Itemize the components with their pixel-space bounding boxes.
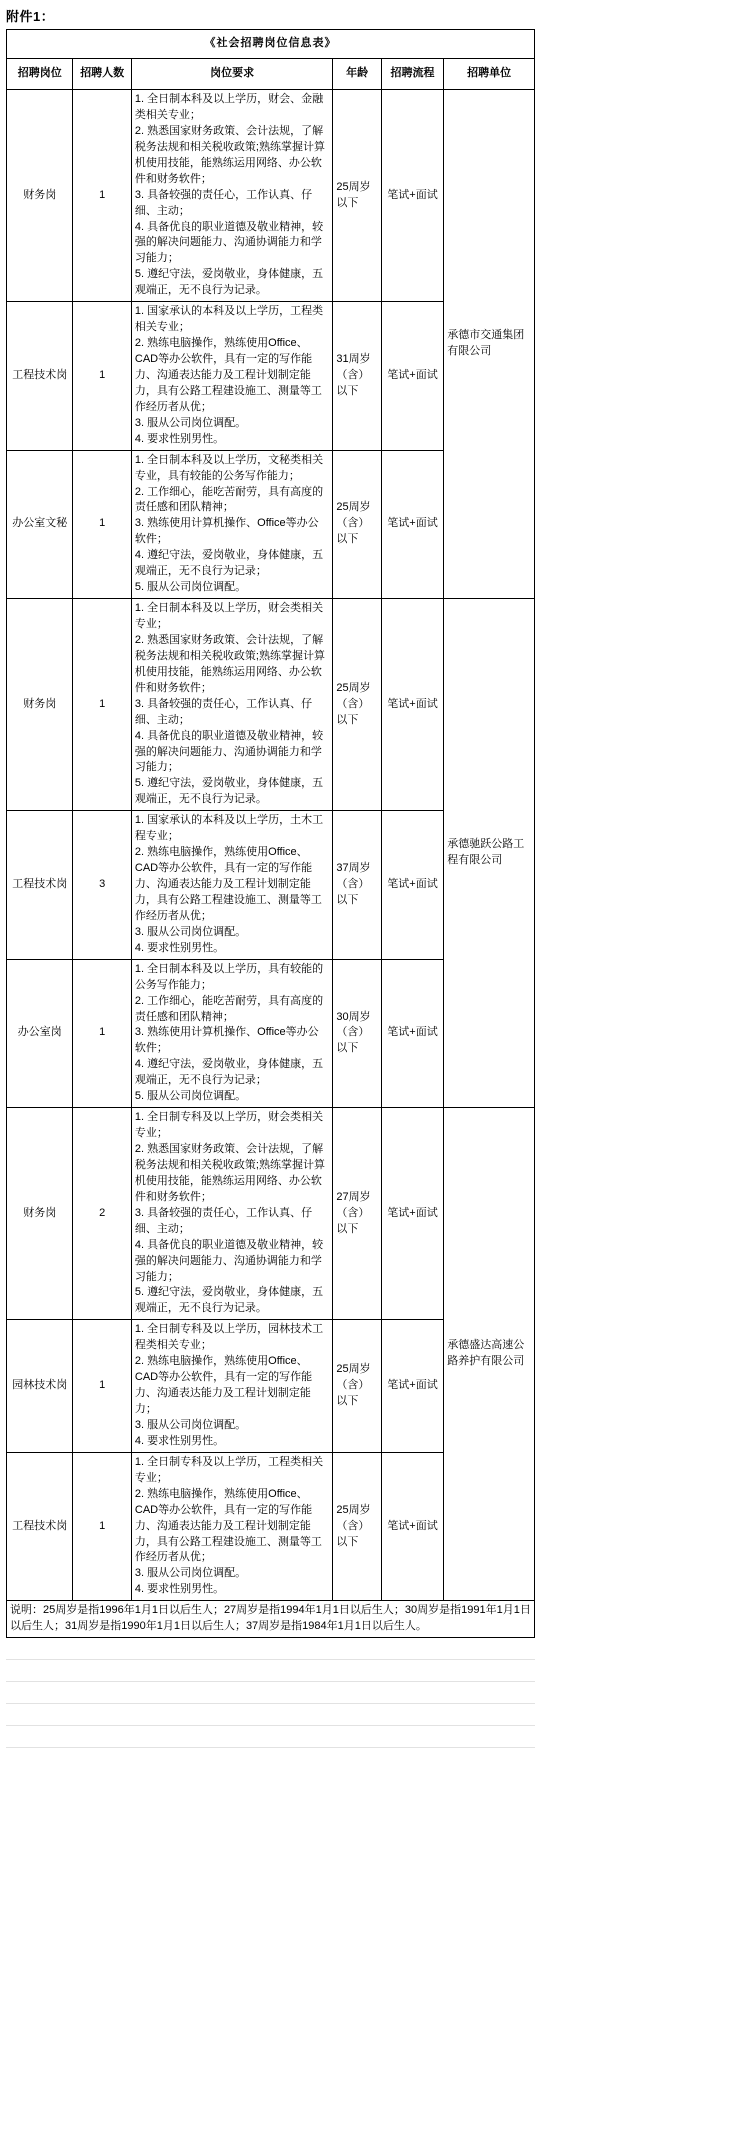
cell-count: 1 bbox=[73, 599, 131, 811]
requirement-line: 2. 熟悉国家财务政策、会计法规，了解税务法规和相关税收政策;熟练掌握计算机使用技能，能熟练运用网络、办公软件和财务软件； bbox=[134, 1143, 325, 1203]
cell-unit: 承德驰跃公路工程有限公司 bbox=[444, 599, 535, 1108]
column-header-count: 招聘人数 bbox=[73, 59, 131, 90]
cell-count: 1 bbox=[73, 1452, 131, 1600]
cell-post: 财务岗 bbox=[7, 90, 73, 302]
cell-unit: 承德市交通集团有限公司 bbox=[444, 90, 535, 599]
cell-requirements bbox=[131, 1320, 333, 1453]
requirement-line: 1. 全日制专科及以上学历，工程类相关专业； bbox=[134, 1455, 324, 1484]
table-title-row bbox=[7, 30, 535, 59]
cell-age: 25周岁（含）以下 bbox=[333, 450, 381, 598]
cell-post: 工程技术岗 bbox=[7, 811, 73, 959]
column-header-requirements: 岗位要求 bbox=[131, 59, 333, 90]
column-header-unit: 招聘单位 bbox=[444, 59, 535, 90]
requirement-line: 4. 要求性别男性。 bbox=[134, 1434, 225, 1447]
requirement-line: 1. 全日制本科及以上学历，财会类相关专业； bbox=[134, 602, 324, 630]
cell-age: 25周岁（含）以下 bbox=[333, 599, 381, 811]
cell-process: 笔试+面试 bbox=[381, 1108, 443, 1320]
requirement-line: 2. 熟练电脑操作，熟练使用Office、CAD等办公软件，具有一定的写作能力、沟通表达能力及工程计划制定能力，具有公路工程建设施工、测量等工作经历者从优； bbox=[134, 846, 322, 922]
cell-requirements bbox=[131, 959, 333, 1107]
requirement-line: 3. 服从公司岗位调配。 bbox=[134, 1567, 247, 1580]
cell-age: 25周岁以下 bbox=[333, 90, 381, 302]
requirement-line: 3. 服从公司岗位调配。 bbox=[134, 416, 247, 429]
requirement-line: 5. 遵纪守法，爱岗敬业，身体健康，五观端正，无不良行为记录。 bbox=[134, 777, 324, 806]
cell-post: 财务岗 bbox=[7, 1108, 73, 1320]
column-header-post: 招聘岗位 bbox=[7, 59, 73, 90]
recruitment-table bbox=[6, 29, 535, 1638]
requirement-line: 5. 遵纪守法，爱岗敬业，身体健康，五观端正，无不良行为记录。 bbox=[134, 268, 324, 297]
cell-process: 笔试+面试 bbox=[381, 599, 443, 811]
cell-process: 笔试+面试 bbox=[381, 959, 443, 1107]
empty-row bbox=[6, 1726, 535, 1748]
empty-row bbox=[6, 1682, 535, 1704]
cell-requirements bbox=[131, 811, 333, 959]
requirement-line: 4. 要求性别男性。 bbox=[134, 941, 225, 954]
cell-requirements bbox=[131, 90, 333, 302]
requirement-line: 5. 遵纪守法，爱岗敬业，身体健康，五观端正，无不良行为记录。 bbox=[134, 1286, 324, 1315]
cell-requirements bbox=[131, 1452, 333, 1600]
cell-count: 3 bbox=[73, 811, 131, 959]
requirement-line: 4. 具备优良的职业道德及敬业精神，较强的解决问题能力、沟通协调能力和学习能力； bbox=[134, 1238, 324, 1283]
requirement-line: 4. 要求性别男性。 bbox=[134, 432, 225, 445]
requirement-line: 3. 具备较强的责任心，工作认真、仔细、主动； bbox=[134, 188, 313, 217]
attachment-label: 附件1： bbox=[6, 9, 55, 24]
cell-count: 1 bbox=[73, 302, 131, 450]
empty-row bbox=[6, 1638, 535, 1660]
cell-count: 1 bbox=[73, 1320, 131, 1453]
cell-requirements bbox=[131, 302, 333, 450]
requirement-line: 3. 熟练使用计算机操作、Office等办公软件； bbox=[134, 517, 319, 546]
requirement-line: 1. 国家承认的本科及以上学历，工程类相关专业； bbox=[134, 305, 324, 334]
cell-age: 30周岁（含）以下 bbox=[333, 959, 381, 1107]
note-text: 说明：25周岁是指1996年1月1日以后生人；27周岁是指1994年1月1日以后生人；30周岁是指1991年1月1日以后生人；31周岁是指1990年1月1日以后生人；37周岁是指1984年1月1日以后生人。 bbox=[7, 1601, 535, 1638]
requirement-line: 3. 服从公司岗位调配。 bbox=[134, 1418, 247, 1431]
cell-requirements bbox=[131, 450, 333, 598]
cell-process: 笔试+面试 bbox=[381, 1452, 443, 1600]
cell-post: 工程技术岗 bbox=[7, 302, 73, 450]
requirement-line: 1. 全日制本科及以上学历，文秘类相关专业，具有较能的公务写作能力； bbox=[134, 453, 324, 482]
cell-count: 1 bbox=[73, 959, 131, 1107]
requirement-line: 2. 工作细心，能吃苦耐劳，具有高度的责任感和团队精神； bbox=[134, 485, 324, 514]
requirement-line: 4. 具备优良的职业道德及敬业精神，较强的解决问题能力、沟通协调能力和学习能力； bbox=[134, 220, 324, 265]
column-header-process: 招聘流程 bbox=[381, 59, 443, 90]
cell-post: 办公室文秘 bbox=[7, 450, 73, 598]
empty-row bbox=[6, 1660, 535, 1682]
requirement-line: 1. 全日制本科及以上学历，财会、金融类相关专业； bbox=[134, 93, 324, 121]
cell-process: 笔试+面试 bbox=[381, 90, 443, 302]
requirement-line: 1. 全日制本科及以上学历，具有较能的公务写作能力； bbox=[134, 962, 324, 991]
cell-age: 25周岁（含）以下 bbox=[333, 1452, 381, 1600]
requirement-line: 4. 要求性别男性。 bbox=[134, 1583, 225, 1596]
cell-requirements bbox=[131, 1108, 333, 1320]
cell-process: 笔试+面试 bbox=[381, 450, 443, 598]
cell-post: 办公室岗 bbox=[7, 959, 73, 1107]
sheet-empty-rows bbox=[6, 1638, 535, 1758]
cell-age: 37周岁（含）以下 bbox=[333, 811, 381, 959]
cell-process: 笔试+面试 bbox=[381, 811, 443, 959]
table-header-row bbox=[7, 59, 535, 90]
cell-post: 园林技术岗 bbox=[7, 1320, 73, 1453]
requirement-line: 3. 熟练使用计算机操作、Office等办公软件； bbox=[134, 1026, 319, 1055]
requirement-line: 2. 熟悉国家财务政策、会计法规，了解税务法规和相关税收政策;熟练掌握计算机使用技能，能熟练运用网络、办公软件和财务软件； bbox=[134, 124, 325, 185]
requirement-line: 1. 全日制专科及以上学历，财会类相关专业； bbox=[134, 1111, 324, 1140]
requirement-line: 2. 工作细心，能吃苦耐劳，具有高度的责任感和团队精神； bbox=[134, 994, 324, 1023]
cell-age: 25周岁（含）以下 bbox=[333, 1320, 381, 1453]
cell-count: 1 bbox=[73, 450, 131, 598]
requirement-line: 3. 具备较强的责任心，工作认真、仔细、主动； bbox=[134, 697, 313, 726]
cell-age: 31周岁（含）以下 bbox=[333, 302, 381, 450]
requirement-line: 5. 服从公司岗位调配。 bbox=[134, 581, 247, 594]
requirement-line: 2. 熟悉国家财务政策、会计法规，了解税务法规和相关税收政策;熟练掌握计算机使用技能，能熟练运用网络、办公软件和财务软件； bbox=[134, 633, 325, 694]
cell-process: 笔试+面试 bbox=[381, 1320, 443, 1453]
table-title: 《社会招聘岗位信息表》 bbox=[7, 30, 535, 59]
requirement-line: 3. 具备较强的责任心，工作认真、仔细、主动； bbox=[134, 1206, 313, 1235]
requirement-line: 4. 遵纪守法，爱岗敬业，身体健康，五观端正，无不良行为记录； bbox=[134, 1058, 324, 1087]
requirement-line: 3. 服从公司岗位调配。 bbox=[134, 925, 247, 938]
requirement-line: 5. 服从公司岗位调配。 bbox=[134, 1090, 247, 1103]
requirement-line: 4. 具备优良的职业道德及敬业精神，较强的解决问题能力、沟通协调能力和学习能力； bbox=[134, 729, 324, 774]
cell-post: 财务岗 bbox=[7, 599, 73, 811]
requirement-line: 2. 熟练电脑操作，熟练使用Office、CAD等办公软件，具有一定的写作能力、沟通表达能力及工程计划制定能力，具有公路工程建设施工、测量等工作经历者从优； bbox=[134, 1487, 322, 1564]
cell-requirements bbox=[131, 599, 333, 811]
requirement-line: 2. 熟练电脑操作，熟练使用Office、CAD等办公软件，具有一定的写作能力、沟通表达能力及工程计划制定能力； bbox=[134, 1355, 313, 1415]
requirement-line: 2. 熟练电脑操作，熟练使用Office、CAD等办公软件，具有一定的写作能力、沟通表达能力及工程计划制定能力，具有公路工程建设施工、测量等工作经历者从优； bbox=[134, 337, 322, 413]
requirement-line: 1. 国家承认的本科及以上学历，土木工程专业； bbox=[134, 814, 324, 843]
table-row bbox=[7, 599, 535, 811]
empty-row bbox=[6, 1704, 535, 1726]
table-row bbox=[7, 1108, 535, 1320]
cell-process: 笔试+面试 bbox=[381, 302, 443, 450]
table-row bbox=[7, 90, 535, 302]
cell-count: 1 bbox=[73, 90, 131, 302]
cell-unit: 承德盛达高速公路养护有限公司 bbox=[444, 1108, 535, 1601]
requirement-line: 4. 遵纪守法，爱岗敬业，身体健康，五观端正，无不良行为记录； bbox=[134, 549, 324, 578]
table-note-row bbox=[7, 1601, 535, 1638]
cell-count: 2 bbox=[73, 1108, 131, 1320]
cell-age: 27周岁（含）以下 bbox=[333, 1108, 381, 1320]
requirement-line: 1. 全日制专科及以上学历，园林技术工程类相关专业； bbox=[134, 1323, 324, 1352]
column-header-age: 年龄 bbox=[333, 59, 381, 90]
cell-post: 工程技术岗 bbox=[7, 1452, 73, 1600]
